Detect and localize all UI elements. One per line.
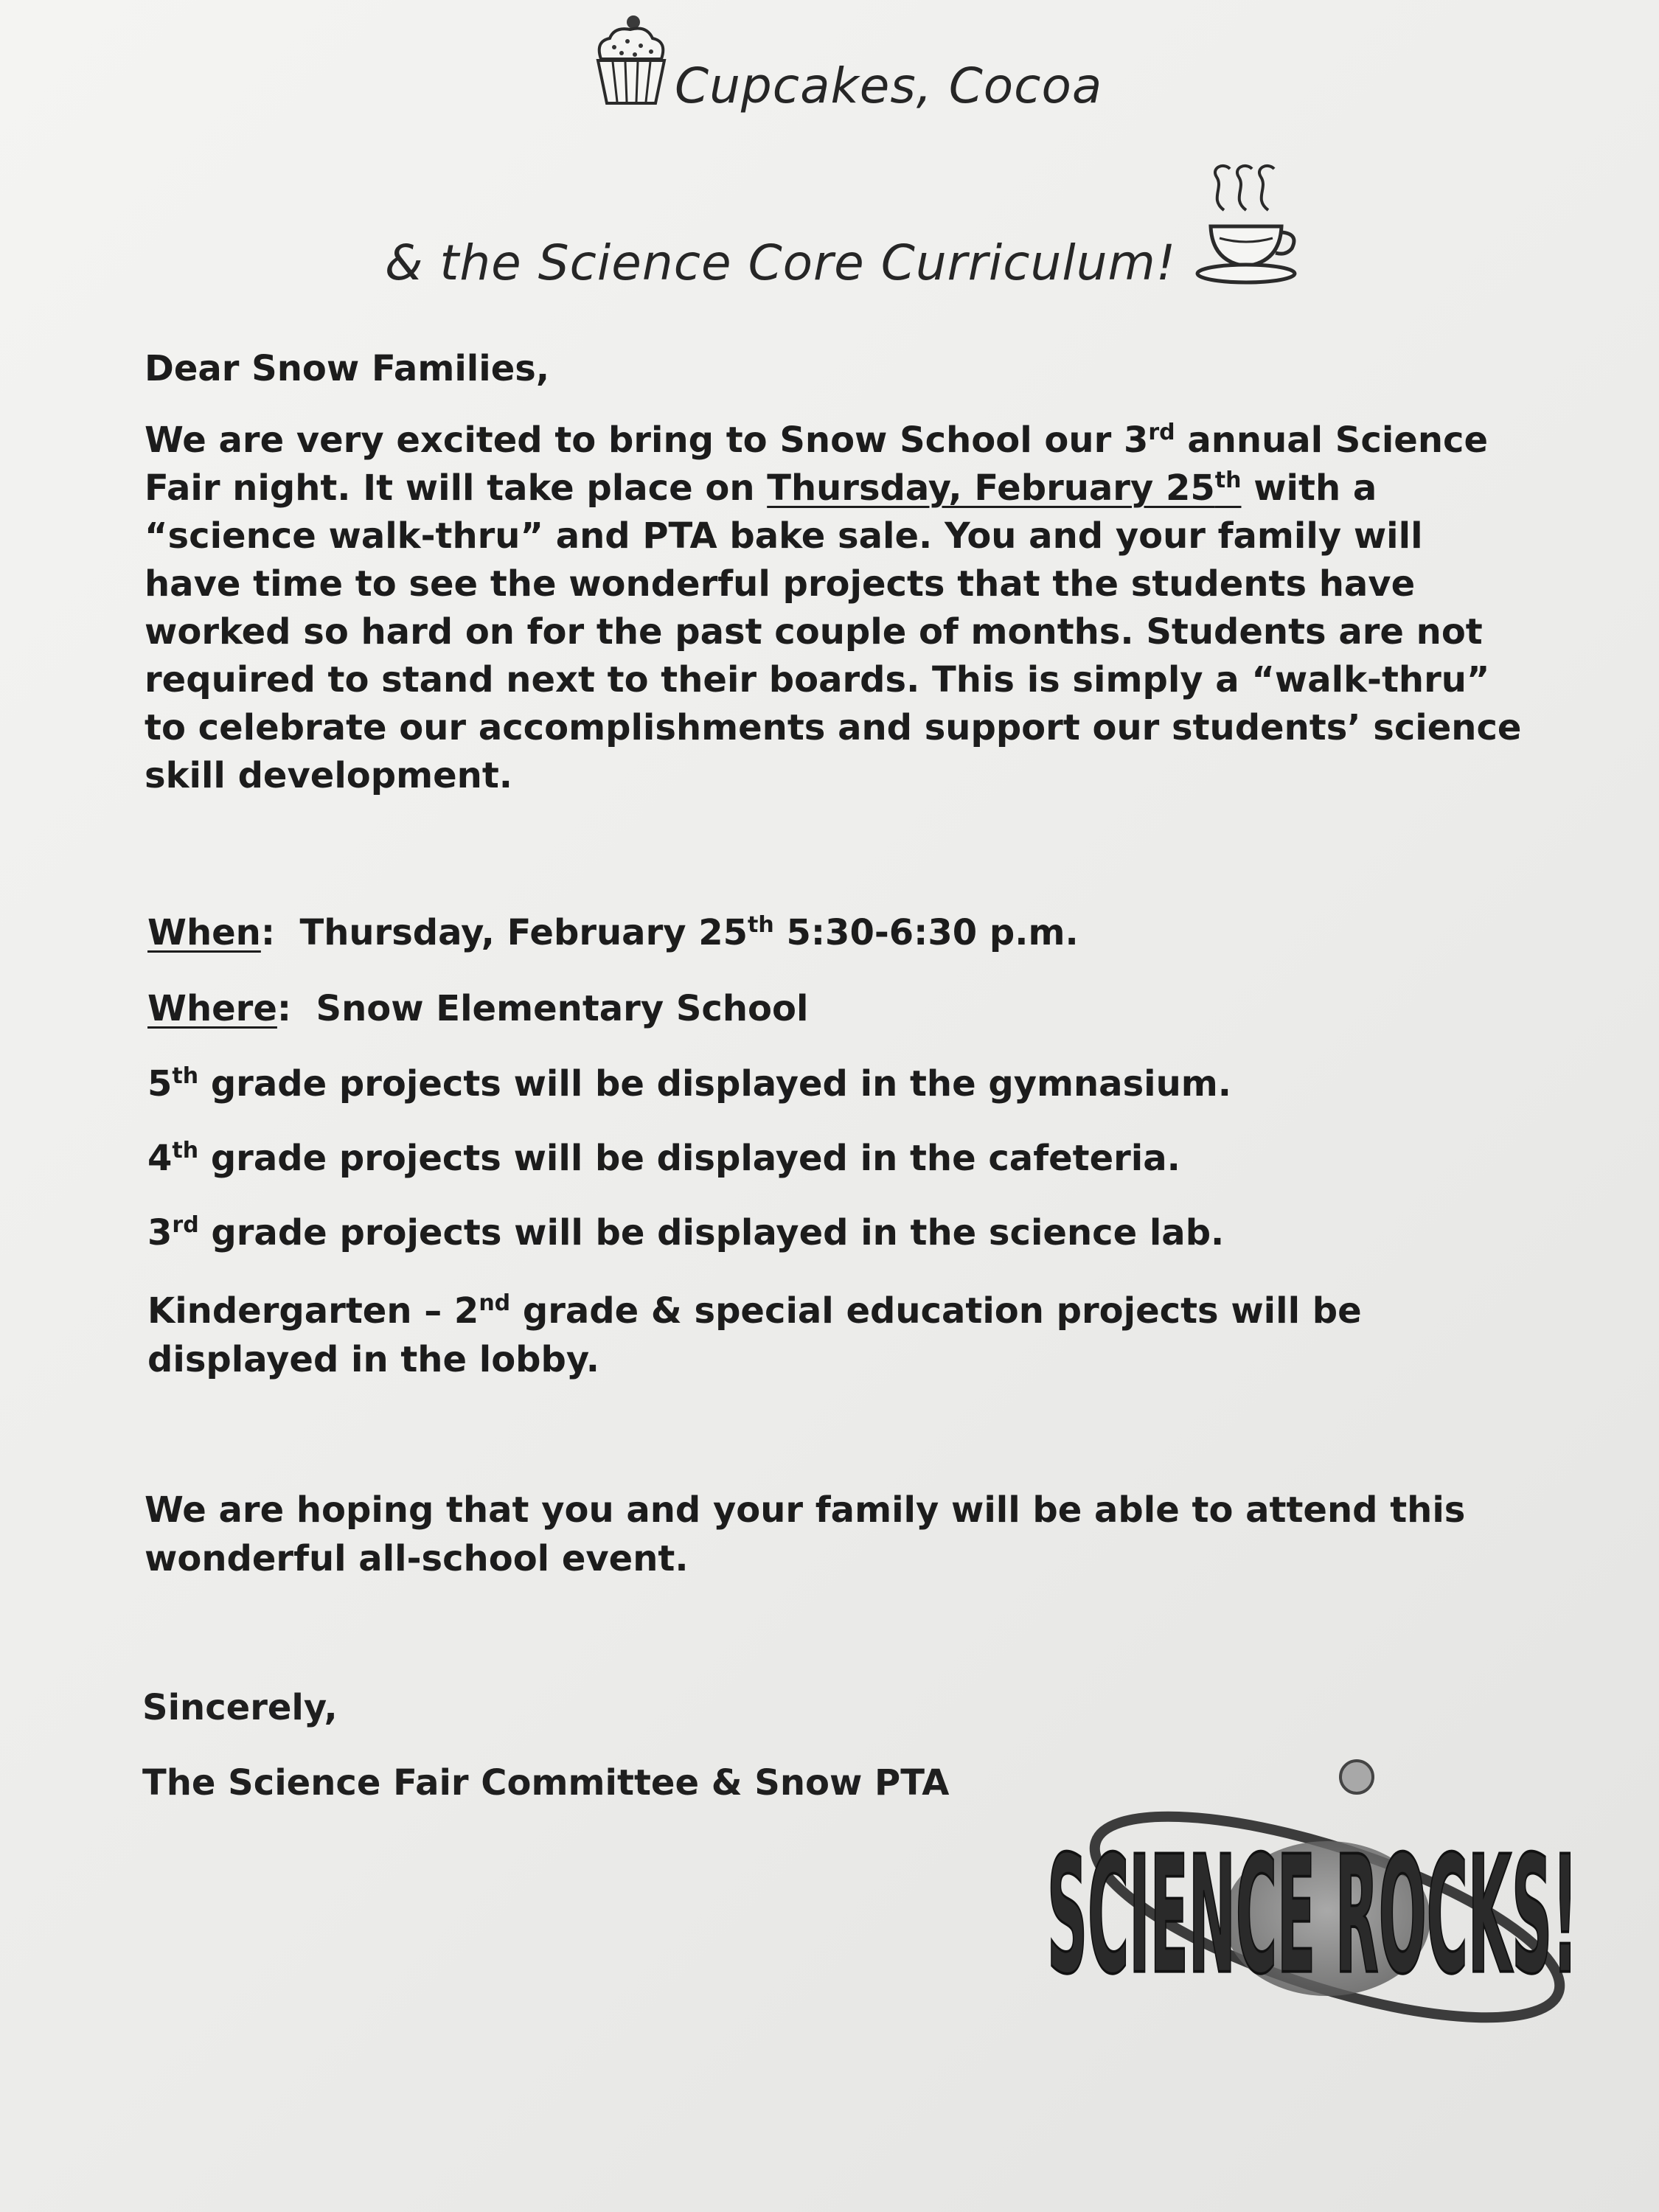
title-line-1: Cupcakes, Cocoa	[675, 58, 1103, 114]
science-rocks-logo	[1032, 1747, 1600, 2101]
teacup-icon	[1194, 159, 1301, 288]
title-line-2: & the Science Core Curriculum!	[385, 234, 1177, 291]
cupcake-icon	[585, 13, 677, 109]
event-date-underlined: Thursday, February 25th	[767, 467, 1242, 509]
intro-line: We are very excited to bring to Snow School our 3rd annual Science	[145, 420, 1489, 461]
signature: The Science Fair Committee & Snow PTA	[142, 1762, 950, 1804]
intro-line: Fair night. It will take place on Thursday, February 25th with a	[145, 467, 1377, 509]
where-label: Where	[147, 988, 277, 1029]
intro-paragraph	[145, 417, 1522, 800]
salutation: Dear Snow Families,	[145, 348, 550, 389]
intro-line: have time to see the wonderful projects that the students have	[145, 563, 1416, 605]
intro-line: worked so hard on for the past couple of months. Students are not	[145, 611, 1483, 653]
when-label: When	[147, 912, 261, 953]
where-line: Where: Snow Elementary School	[147, 988, 809, 1029]
intro-line: to celebrate our accomplishments and support our students’ science	[145, 707, 1522, 748]
grade-4-location: 4th grade projects will be displayed in the cafeteria.	[147, 1138, 1180, 1179]
intro-line: “science walk-thru” and PTA bake sale. You and your family will	[145, 515, 1423, 557]
intro-line: skill development.	[145, 755, 513, 796]
grade-5-location: 5th grade projects will be displayed in the gymnasium.	[147, 1063, 1232, 1105]
when-line: When: Thursday, February 25th 5:30-6:30 p.m.	[147, 912, 1079, 953]
kindergarten-location: Kindergarten – 2nd grade & special education projects will be displayed in the lobby.	[147, 1290, 1362, 1380]
closing-paragraph: We are hoping that you and your family will be able to attend this wonderful all-school event.	[145, 1489, 1466, 1579]
grade-3-location: 3rd grade projects will be displayed in the science lab.	[147, 1212, 1225, 1253]
intro-line: required to stand next to their boards. This is simply a “walk-thru”	[145, 659, 1490, 700]
sign-off: Sincerely,	[142, 1687, 338, 1728]
logo-text: SCIENCE ROCKS!	[1047, 1820, 1578, 2010]
